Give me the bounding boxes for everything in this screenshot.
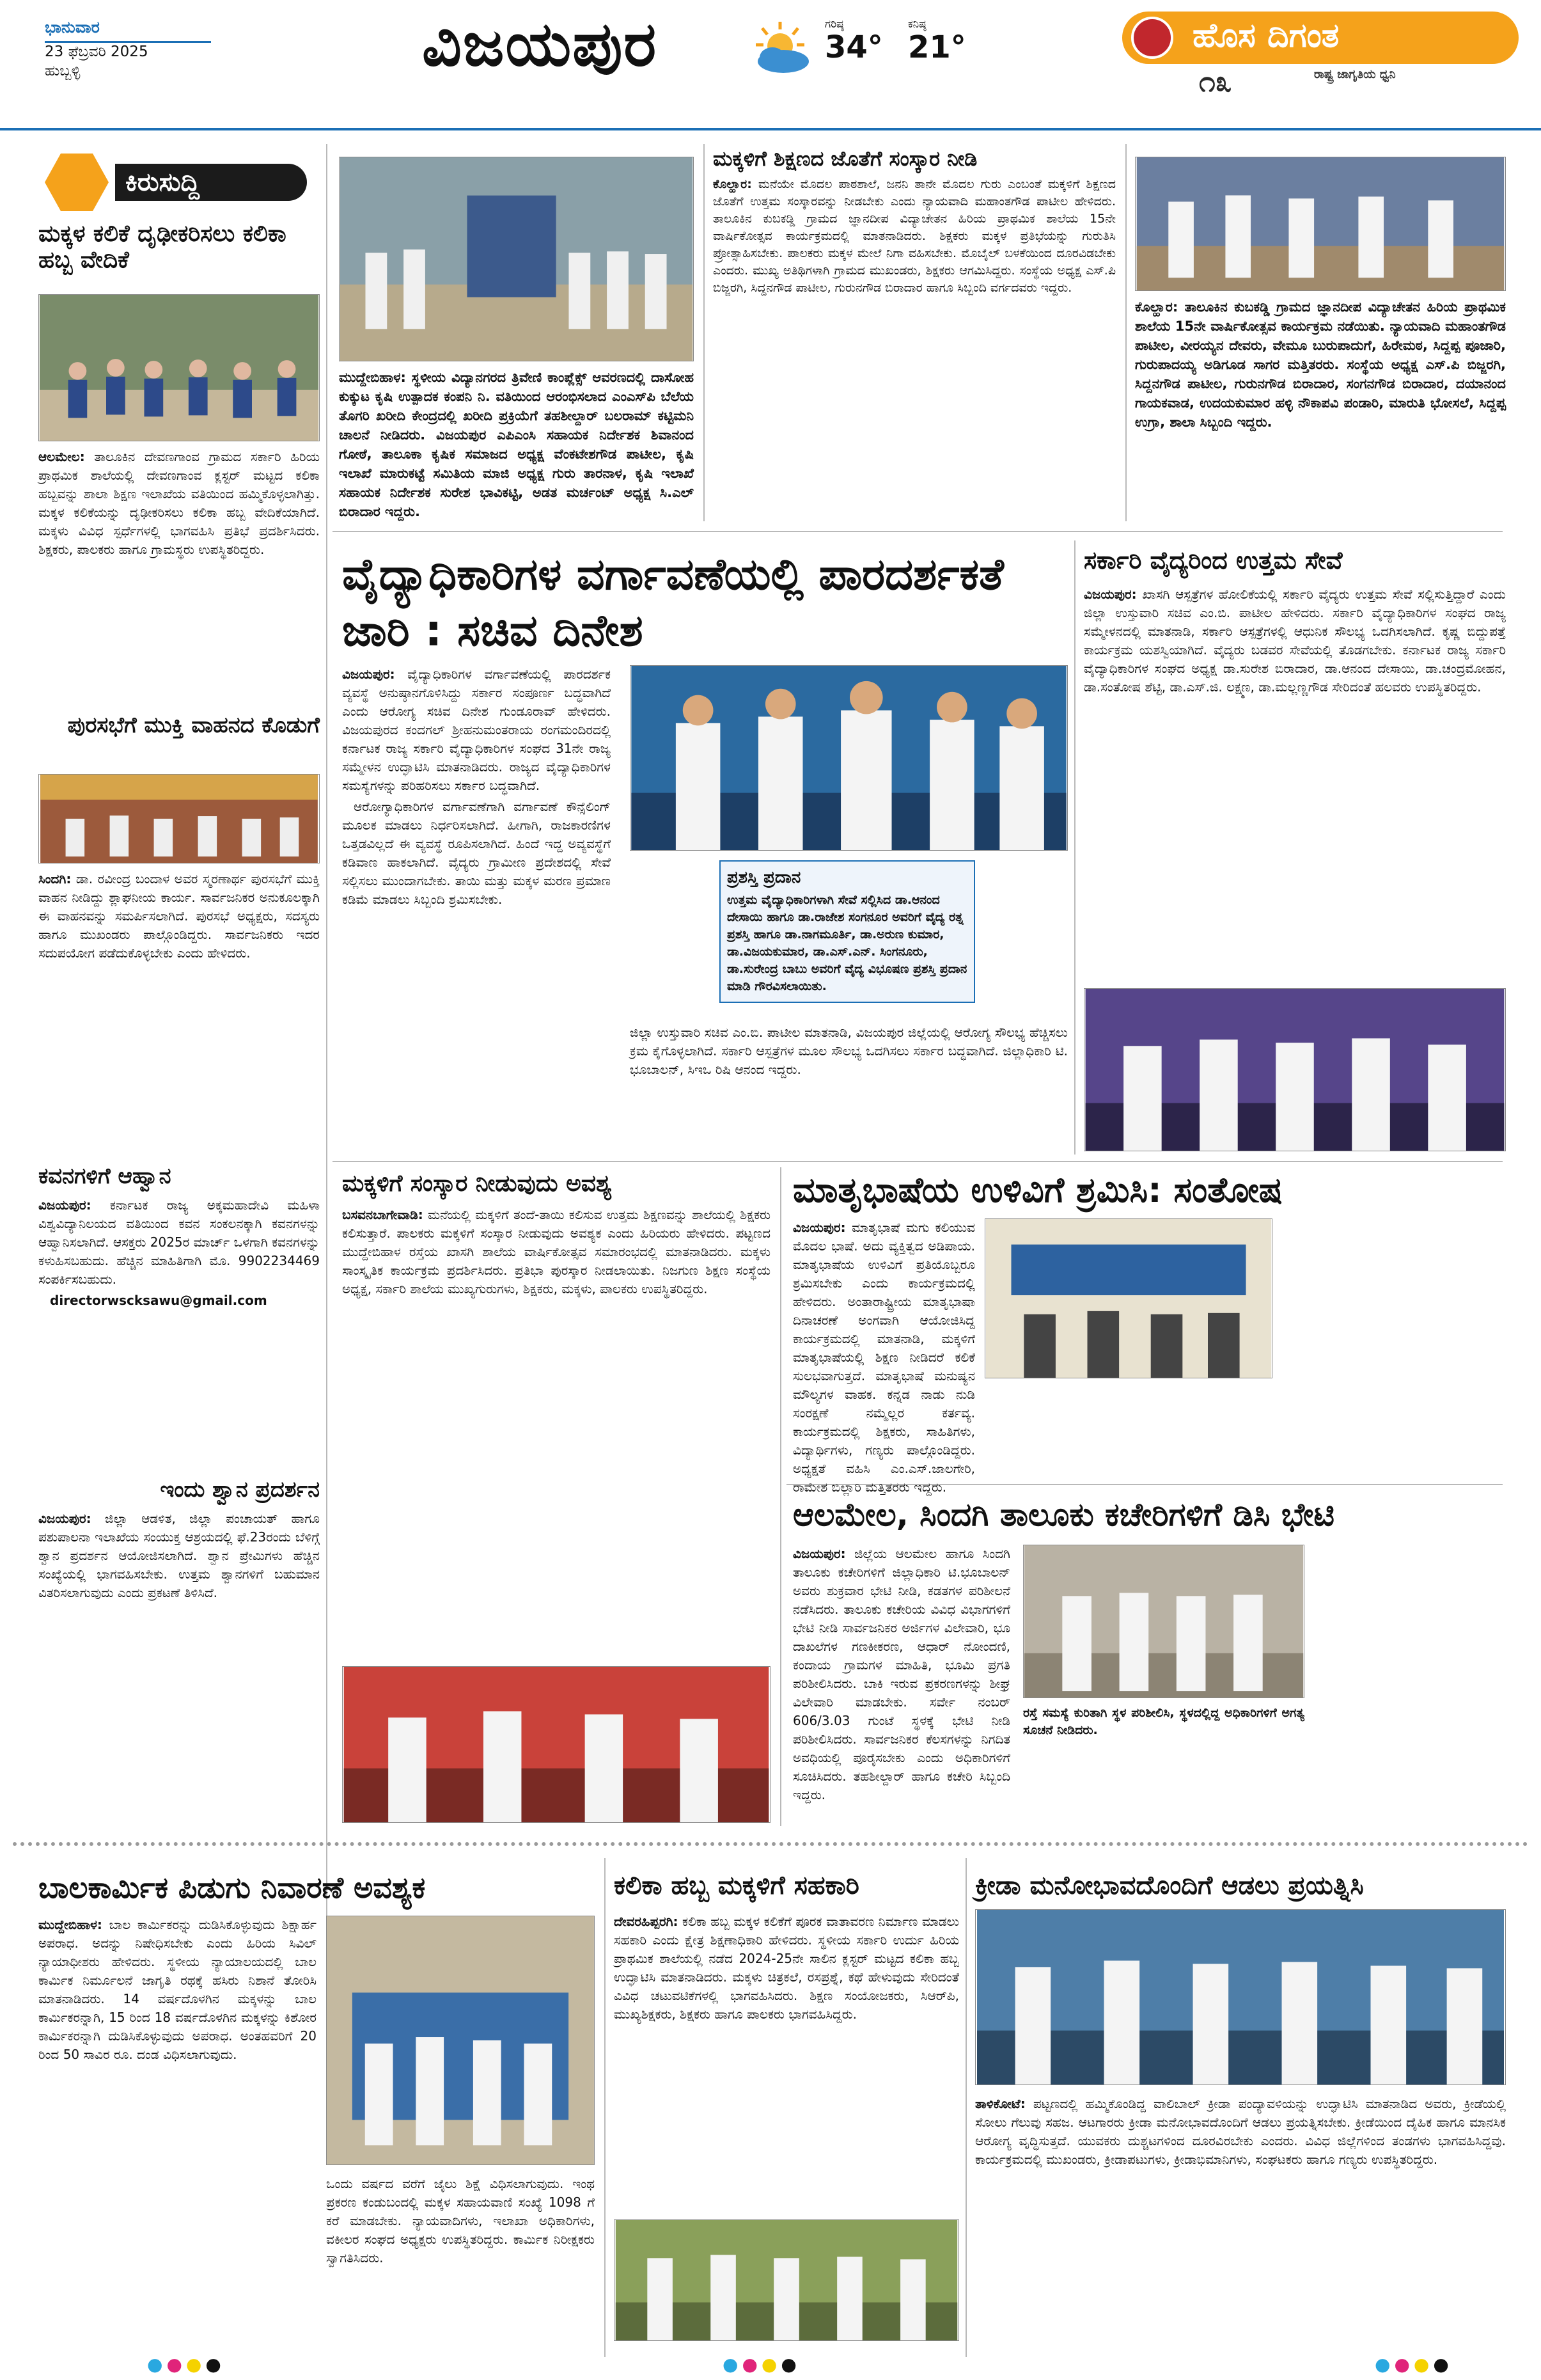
sarkari-vaidya-body: ಖಾಸಗಿ ಆಸ್ಪತ್ರೆಗಳ ಹೋಲಿಕೆಯಲ್ಲಿ ಸರ್ಕಾರಿ ವೈದ್ಯರು ಉತ್ತಮ ಸೇವೆ ಸಲ್ಲಿಸುತ್ತಿದ್ದಾರೆ ಎಂದು ಜಿಲ್ಲಾ ಉಸ್ತುವಾರಿ ಸಚಿವ ಎಂ.ಬಿ. ಪಾಟೀಲ ಹೇಳಿದರು. ಸರ್ಕಾರಿ ವೈದ್ಯಾಧಿಕಾರಿಗಳ ಸಂಘದ ರಾಜ್ಯ ಸಮ್ಮೇಳನದಲ್ಲಿ ಮಾತನಾಡಿ, ಸರ್ಕಾರಿ ಆಸ್ಪತ್ರೆಗಳಲ್ಲಿ ಆಧುನಿಕ ಸೌಲಭ್ಯ ಒದಗಿಸಲಾಗಿದೆ. ಕೃಷ್ಣ ಬಿದ್ದುಪತ್ತೆ ಕಾರ್ಯಕ್ರಮ ಯಶಸ್ವಿಯಾಗಿದೆ. ವೈದ್ಯರು ಬಡವರ ಸೇವೆಯಲ್ಲಿ ತೊಡಗಬೇಕು. ಕರ್ನಾಟಕ ರಾಜ್ಯ ಸರ್ಕಾರಿ ವೈದ್ಯಾಧಿಕಾರಿಗಳ ಸಂಘದ ಅಧ್ಯಕ್ಷ ಡಾ.ಸುರೇಶ ಬಿರಾದಾರ, ಡಾ.ಆನಂದ ದೇಸಾಯಿ, ಡಾ.ಚಂದ್ರಮೋಹನ, ಡಾ.ಸಂತೋಷ ಶೆಟ್ಟಿ, ಡಾ.ಎಸ್.ಜಿ. ಲಕ್ಷ್ಮಣ, ಡಾ.ಮಲ್ಲಣ್ಣಗೌಡ ಸೇರಿದಂತೆ ಹಲವರು ಉಪಸ್ಥಿತರಿದ್ದರು. — [1084, 587, 1506, 695]
edition-city: ವಿಜಯಪುರ — [422, 8, 658, 80]
purasabhe-dateline: ಸಿಂದಗಿ: — [38, 871, 72, 887]
kirusuddi-label: ಕಿರುಸುದ್ದಿ — [115, 164, 307, 201]
award-body: ಉತ್ತಮ ವೈದ್ಯಾಧಿಕಾರಿಗಳಾಗಿ ಸೇವೆ ಸಲ್ಲಿಸಿದ ಡಾ.ಆನಂದ ದೇಸಾಯಿ ಹಾಗೂ ಡಾ.ರಾಜೇಶ ಸಂಗನೂರ ಅವರಿಗೆ ವೈದ್ಯ ರತ್ನ ಪ್ರಶಸ್ತಿ ಹಾಗೂ ಡಾ.ನಾಗಮೂರ್ತಿ, ಡಾ.ಅರುಣ ಕುಮಾರ, ಡಾ.ವಿಜಯಕುಮಾರ, ಡಾ.ಎಸ್.ಎನ್. ಸಿಂಗನೂರು, ಡಾ.ಸುರೇಂದ್ರ ಬಾಬು ಅವರಿಗೆ ವೈದ್ಯ ವಿಭೂಷಣ ಪ್ರಶಸ್ತಿ ಪ್ರದಾನ ಮಾಡಿ ಗೌರವಿಸಲಾಯಿತು. — [727, 893, 967, 993]
matrubhashe-body: ಮಾತೃಭಾಷೆ ಮಗು ಕಲಿಯುವ ಮೊದಲ ಭಾಷೆ. ಅದು ವ್ಯಕ್ತಿತ್ವದ ಅಡಿಪಾಯ. ಮಾತೃಭಾಷೆಯ ಉಳಿವಿಗೆ ಪ್ರತಿಯೊಬ್ಬರೂ ಶ್ರಮಿಸಬೇಕು ಎಂದು ಕಾರ್ಯಕ್ರಮದಲ್ಲಿ ಹೇಳಿದರು. ಅಂತಾರಾಷ್ಟ್ರೀಯ ಮಾತೃಭಾಷಾ ದಿನಾಚರಣೆ ಅಂಗವಾಗಿ ಆಯೋಜಿಸಿದ್ದ ಕಾರ್ಯಕ್ರಮದಲ್ಲಿ ಮಾತನಾಡಿ, ಮಕ್ಕಳಿಗೆ ಮಾತೃಭಾಷೆಯಲ್ಲಿ ಶಿಕ್ಷಣ ನೀಡಿದರೆ ಕಲಿಕೆ ಸುಲಭವಾಗುತ್ತದೆ. ಮಾತೃಭಾಷೆ ಮನುಷ್ಯನ ಮೌಲ್ಯಗಳ ವಾಹಕ. ಕನ್ನಡ ನಾಡು ನುಡಿ ಸಂರಕ್ಷಣೆ ನಮ್ಮೆಲ್ಲರ ಕರ್ತವ್ಯ. ಕಾರ್ಯಕ್ರಮದಲ್ಲಿ ಶಿಕ್ಷಕರು, ಸಾಹಿತಿಗಳು, ವಿದ್ಯಾರ್ಥಿಗಳು, ಗಣ್ಯರು ಪಾಲ್ಗೊಂಡಿದ್ದರು. ಅಧ್ಯಕ್ಷತೆ ವಹಿಸಿ ಎಂ.ಎಸ್.ಜಾಲಗೇರಿ, ರಾಮೇಶ ಬಿಲ್ಲಾರಿ ಮತ್ತಿತರರು ಇದ್ದರು. — [793, 1220, 975, 1495]
dc-visit-body: ಜಿಲ್ಲೆಯ ಆಲಮೇಲ ಹಾಗೂ ಸಿಂದಗಿ ತಾಲೂಕು ಕಚೇರಿಗಳಿಗೆ ಜಿಲ್ಲಾಧಿಕಾರಿ ಟಿ.ಭೂಬಾಲನ್ ಅವರು ಶುಕ್ರವಾರ ಭೇಟಿ ನೀಡಿ, ಕಡತಗಳ ಪರಿಶೀಲನೆ ನಡೆಸಿದರು. ತಾಲೂಕು ಕಚೇರಿಯ ವಿವಿಧ ವಿಭಾಗಗಳಿಗೆ ಭೇಟಿ ನೀಡಿ ಸಾರ್ವಜನಿಕರ ಅರ್ಜಿಗಳ ವಿಲೇವಾರಿ, ಭೂ ದಾಖಲೆಗಳ ಗಣಕೀಕರಣ, ಆಧಾರ್ ನೋಂದಣಿ, ಕಂದಾಯ ಗ್ರಾಮಗಳ ಮಾಹಿತಿ, ಭೂಮಿ ಪ್ರಗತಿ ಪರಿಶೀಲಿಸಿದರು. ಬಾಕಿ ಇರುವ ಪ್ರಕರಣಗಳನ್ನು ಶೀಘ್ರ ವಿಲೇವಾರಿ ಮಾಡಬೇಕು. ಸರ್ವೇ ನಂಬರ್ 606/3.03 ಗುಂಟೆ ಸ್ಥಳಕ್ಕೆ ಭೇಟಿ ನೀಡಿ ಪರಿಶೀಲಿಸಿದರು. ಸಾರ್ವಜನಿಕರ ಕೆಲಸಗಳನ್ನು ನಿಗದಿತ ಅವಧಿಯಲ್ಲಿ ಪೂರೈಸಬೇಕು ಎಂದು ಅಧಿಕಾರಿಗಳಿಗೆ ಸೂಚಿಸಿದರು. ತಹಶೀಲ್ದಾರ್ ಹಾಗೂ ಕಚೇರಿ ಸಿಬ್ಬಂದಿ ಇದ್ದರು. — [793, 1546, 1010, 1802]
samskara2-article — [342, 1206, 770, 1301]
temp-max-label: ಗರಿಷ್ಠ — [825, 18, 844, 31]
matrubhashe-article — [793, 1218, 975, 1499]
purasabhe-headline: ಪುರಸಭೆಗೆ ಮುಕ್ತಿ ವಾಹನದ ಕೊಡುಗೆ — [67, 713, 320, 738]
kalika-habba-headline: ಕಲಿಕಾ ಹಬ್ಬ ಮಕ್ಕಳಿಗೆ ಸಹಕಾರಿ — [614, 1871, 859, 1900]
samskara1-headline: ಮಕ್ಕಳಿಗೆ ಶಿಕ್ಷಣದ ಜೊತೆಗೆ ಸಂಸ್ಕಾರ ನೀಡಿ — [713, 146, 978, 171]
sarkari-vaidya-dateline: ವಿಜಯಪುರ: — [1084, 587, 1137, 602]
indu-shana-headline: ಇಂದು ಶ್ವಾನ ಪ್ರದರ್ಶನ — [160, 1477, 320, 1502]
masthead-divider — [0, 128, 1541, 130]
temp-min: 21° — [908, 29, 966, 65]
samskara2-headline: ಮಕ್ಕಳಿಗೆ ಸಂಸ್ಕಾರ ನೀಡುವುದು ಅವಶ್ಯ — [342, 1170, 612, 1197]
lead-article-col1 — [342, 665, 611, 911]
lead-article-col3 — [630, 1023, 1068, 1082]
volleyball-photo — [975, 1909, 1506, 2085]
masthead-rule — [45, 41, 211, 43]
lead-body-1: ವೈದ್ಯಾಧಿಕಾರಿಗಳ ವರ್ಗಾವಣೆಯಲ್ಲಿ ಪಾರದರ್ಶಕ ವ್ಯವಸ್ಥೆ ಅನುಷ್ಠಾನಗೊಳಿಸಿದ್ದು ಸರ್ಕಾರ ಸಂಪೂರ್ಣ ಬದ್ಧವಾಗಿದೆ ಎಂದು ಆರೋಗ್ಯ ಸಚಿವ ದಿನೇಶ ಗುಂಡೂರಾವ್ ಹೇಳಿದರು. ವಿಜಯಪುರದ ಕಂದಗಲ್ ಶ್ರೀಹನುಮಂತರಾಯ ರಂಗಮಂದಿರದಲ್ಲಿ ಕರ್ನಾಟಕ ರಾಜ್ಯ ಸರ್ಕಾರಿ ವೈದ್ಯಾಧಿಕಾರಿಗಳ ಸಂಘದ 31ನೇ ರಾಜ್ಯ ಸಮ್ಮೇಳನ ಉದ್ಘಾಟಿಸಿ ಮಾತನಾಡಿದರು. ರಾಜ್ಯದ ವೈದ್ಯಾಧಿಕಾರಿಗಳ ಸಮಸ್ಯೆಗಳನ್ನು ಪರಿಹರಿಸಲು ಸರ್ಕಾರ ಬದ್ಧವಾಗಿದೆ. — [342, 666, 611, 793]
masthead-date: 23 ಫೆಬ್ರವರಿ 2025 — [45, 43, 148, 60]
page-number: ೧೩ — [1199, 64, 1232, 99]
samskara2-dateline: ಬಸವನಬಾಗೇವಾಡಿ: — [342, 1207, 423, 1222]
indu-shana-dateline: ವಿಜಯಪುರ: — [38, 1511, 91, 1526]
sarkari-vaidya-article — [1084, 585, 1506, 699]
lead-headline: ವೈದ್ಯಾಧಿಕಾರಿಗಳ ವರ್ಗಾವಣೆಯಲ್ಲಿ ಪಾರದರ್ಶಕತೆ ಜಾರಿ : ಸಚಿವ ದಿನೇಶ — [342, 549, 1004, 656]
kirusuddi-body: ತಾಲೂಕಿನ ದೇವಣಗಾಂವ ಗ್ರಾಮದ ಸರ್ಕಾರಿ ಹಿರಿಯ ಪ್ರಾಥಮಿಕ ಶಾಲೆಯಲ್ಲಿ ದೇವಣಗಾಂವ ಕ್ಲಸ್ಟರ್ ಮಟ್ಟದ ಕಲಿಕಾ ಹಬ್ಬವನ್ನು ಶಾಲಾ ಶಿಕ್ಷಣ ಇಲಾಖೆಯ ವತಿಯಿಂದ ಹಮ್ಮಿಕೊಳ್ಳಲಾಗಿತ್ತು. ಮಕ್ಕಳ ಕಲಿಕೆಯನ್ನು ದೃಢೀಕರಿಸಲು ಕಲಿಕಾ ಹಬ್ಬ ವೇದಿಕೆಯಾಗಿದೆ. ಮಕ್ಕಳು ವಿವಿಧ ಸ್ಪರ್ಧೆಗಳಲ್ಲಿ ಭಾಗವಹಿಸಿ ಪ್ರತಿಭೆ ಪ್ರದರ್ಶಿಸಿದರು. ಶಿಕ್ಷಕರು, ಪಾಲಕರು ಹಾಗೂ ಗ್ರಾಮಸ್ಥರು ಉಪಸ್ಥಿತರಿದ್ದರು. — [38, 449, 320, 557]
sarkari-vaidya-headline: ಸರ್ಕಾರಿ ವೈದ್ಯರಿಂದ ಉತ್ತಮ ಸೇವೆ — [1084, 546, 1343, 574]
kirusuddi-badge — [45, 154, 313, 211]
lead-dateline: ವಿಜಯಪುರ: — [342, 666, 395, 682]
samskara1-dateline: ಕೊಲ್ಹಾರ: — [713, 177, 752, 191]
samskara1-body: ಮನೆಯೇ ಮೊದಲ ಪಾಠಶಾಲೆ, ಜನನಿ ತಾನೇ ಮೊದಲ ಗುರು ಎಂಬಂತೆ ಮಕ್ಕಳಿಗೆ ಶಿಕ್ಷಣದ ಜೊತೆಗೆ ಉತ್ತಮ ಸಂಸ್ಕಾರವನ್ನು ನೀಡಬೇಕು ಎಂದು ನ್ಯಾಯವಾದಿ ಮಹಾಂತಗೌಡ ಪಾಟೀಲ ಹೇಳಿದರು. ತಾಲೂಕಿನ ಕುಬಕಡ್ಡಿ ಗ್ರಾಮದ ಜ್ಞಾನದೀಪ ವಿದ್ಯಾಚೇತನ ಹಿರಿಯ ಪ್ರಾಥಮಿಕ ಶಾಲೆಯ 15ನೇ ವಾರ್ಷಿಕೋತ್ಸವ ಕಾರ್ಯಕ್ರಮದಲ್ಲಿ ಮಾತನಾಡಿದರು. ಶಿಕ್ಷಕರು ಮಕ್ಕಳ ಪ್ರತಿಭೆಯನ್ನು ಗುರುತಿಸಿ ಪ್ರೋತ್ಸಾಹಿಸಬೇಕು. ಪಾಲಕರು ಮಕ್ಕಳ ಮೇಲೆ ನಿಗಾ ವಹಿಸಬೇಕು. ಮೊಬೈಲ್ ಬಳಕೆಯಿಂದ ದೂರವಿಡಬೇಕು ಎಂದರು. ಮುಖ್ಯ ಅತಿಥಿಗಳಾಗಿ ಗ್ರಾಮದ ಮುಖಂಡರು, ಶಿಕ್ಷಕರು ಆಗಮಿಸಿದ್ದರು. ಸಂಸ್ಥೆಯ ಅಧ್ಯಕ್ಷ ಎಸ್.ಪಿ ಬಿಜ್ಜರಗಿ, ಸಿದ್ದನಗೌಡ ಪಾಟೀಲ, ಗುರುನಗೌಡ ಬಿರಾದಾರ ಹಾಗೂ ಸಿಬ್ಬಂದಿ ವರ್ಗದವರು ಇದ್ದರು. — [713, 177, 1116, 295]
brand-logo-icon — [1131, 17, 1173, 59]
togari-kharidi-photo — [339, 157, 694, 361]
sammelana-photo — [1084, 988, 1506, 1151]
kalika-habba-event-photo — [614, 2219, 959, 2341]
registration-marks-right: ●●●● — [1375, 2354, 1453, 2375]
hand-icon — [45, 154, 109, 211]
kavanagalige-headline: ಕವನಗಳಿಗೆ ಆಹ್ವಾನ — [38, 1163, 171, 1189]
balakarmika-article-col1 — [38, 1916, 317, 2067]
balakarmika-headline: ಬಾಲಕಾರ್ಮಿಕ ಪಿಡುಗು ನಿವಾರಣೆ ಅವಶ್ಯಕ — [38, 1870, 426, 1905]
matrubhashe-dateline: ವಿಜಯಪುರ: — [793, 1220, 846, 1235]
masthead-place: ಹುಬ್ಬಳ್ಳಿ — [45, 63, 81, 79]
registration-marks: ●●●● — [147, 2354, 225, 2375]
samskara2-body: ಮನೆಯಲ್ಲಿ ಮಕ್ಕಳಿಗೆ ತಂದೆ-ತಾಯಿ ಕಲಿಸುವ ಉತ್ತಮ ಶಿಕ್ಷಣವನ್ನು ಶಾಲೆಯಲ್ಲಿ ಶಿಕ್ಷಕರು ಕಲಿಸುತ್ತಾರೆ. ಪಾಲಕರು ಮಕ್ಕಳಿಗೆ ಸಂಸ್ಕಾರ ನೀಡುವುದು ಅವಶ್ಯಕ ಎಂದು ಹಿರಿಯರು ಹೇಳಿದರು. ಪಟ್ಟಣದ ಮುದ್ದೇಬಿಹಾಳ ರಸ್ತೆಯ ಖಾಸಗಿ ಶಾಲೆಯ ವಾರ್ಷಿಕೋತ್ಸವ ಸಮಾರಂಭದಲ್ಲಿ ಮಾತನಾಡಿದರು. ಮಕ್ಕಳು ಸಾಂಸ್ಕೃತಿಕ ಕಾರ್ಯಕ್ರಮ ಪ್ರದರ್ಶಿಸಿದರು. ಪ್ರತಿಭಾ ಪುರಸ್ಕಾರ ನೀಡಲಾಯಿತು. ನಿಜಗುಣ ಶಿಕ್ಷಣ ಸಂಸ್ಥೆಯ ಅಧ್ಯಕ್ಷ, ಸರ್ಕಾರಿ ಶಾಲೆಯ ಮುಖ್ಯಗುರುಗಳು, ಶಿಕ್ಷಕರು, ಮಕ್ಕಳು, ಪಾಲಕರು ಉಪಸ್ಥಿತರಿದ್ದರು. — [342, 1207, 771, 1296]
mukti-vahana-photo — [38, 774, 320, 863]
balakarmika-article-col2 — [326, 2175, 595, 2270]
award-box — [719, 860, 975, 1003]
sachiva-release-photo — [630, 665, 1068, 851]
lead-body-3: ಜಿಲ್ಲಾ ಉಸ್ತುವಾರಿ ಸಚಿವ ಎಂ.ಬಿ. ಪಾಟೀಲ ಮಾತನಾಡಿ, ವಿಜಯಪುರ ಜಿಲ್ಲೆಯಲ್ಲಿ ಆರೋಗ್ಯ ಸೌಲಭ್ಯ ಹೆಚ್ಚಿಸಲು ಕ್ರಮ ಕೈಗೊಳ್ಳಲಾಗಿದೆ. ಸರ್ಕಾರಿ ಆಸ್ಪತ್ರೆಗಳ ಮೂಲ ಸೌಲಭ್ಯ ಒದಗಿಸಲು ಸರ್ಕಾರ ಬದ್ಧವಾಗಿದೆ. ಜಿಲ್ಲಾಧಿಕಾರಿ ಟಿ. ಭೂಬಾಲನ್, ಸಿಇಒ ರಿಷಿ ಆನಂದ ಇದ್ದರು. — [630, 1025, 1068, 1077]
muddebihal-caption: ಮುದ್ದೇಬಿಹಾಳ: ಸ್ಥಳೀಯ ವಿದ್ಯಾನಗರದ ತ್ರಿವೇಣಿ ಕಾಂಪ್ಲೆಕ್ಸ್ ಆವರಣದಲ್ಲಿ ದಾಸೋಹ ಕುಕ್ಕುಟ ಕೃಷಿ ಉತ್ಪಾದಕ ಕಂಪನಿ ನಿ. ವತಿಯಿಂದ ಆರಂಭಿಸಲಾದ ಎಂಎಸ್‌ಪಿ ಬೆಲೆಯ ತೊಗರಿ ಖರೀದಿ ಕೇಂದ್ರದಲ್ಲಿ ಖರೀದಿ ಪ್ರಕ್ರಿಯೆಗೆ ತಹಶೀಲ್ದಾರ್ ಬಲರಾಮ್ ಕಟ್ಟಿಮನಿ ಚಾಲನೆ ನೀಡಿದರು. ವಿಜಯಪುರ ಎಪಿಎಂಸಿ ಸಹಾಯಕ ನಿರ್ದೇಶಕ ಶಿವಾನಂದ ಗೋಠೆ, ತಾಲೂಕಾ ಕೃಷಿಕ ಸಮಾಜದ ಅಧ್ಯಕ್ಷ ವೆಂಕಟೇಶಗೌಡ ಪಾಟೀಲ, ಕೃಷಿ ಇಲಾಖೆ ಮಾರುಕಟ್ಟೆ ಸಮಿತಿಯ ಮಾಜಿ ಅಧ್ಯಕ್ಷ ಗುರು ತಾರನಾಳ, ಕೃಷಿ ಇಲಾಖೆ ಸಹಾಯಕ ನಿರ್ದೇಶಕ ಸುರೇಶ ಭಾವಿಕಟ್ಟಿ, ಅಡತ ಮರ್ಚಂಟ್ ಅಧ್ಯಕ್ಷ ಸಿ.ಎಲ್ ಬಿರಾದಾರ ಇದ್ದರು. — [339, 370, 694, 519]
indu-shana-article — [38, 1509, 320, 1605]
balakarmika-body-2: ಒಂದು ವರ್ಷದ ವರೆಗೆ ಜೈಲು ಶಿಕ್ಷೆ ವಿಧಿಸಲಾಗುವುದು. ಇಂಥ ಪ್ರಕರಣ ಕಂಡುಬಂದಲ್ಲಿ ಮಕ್ಕಳ ಸಹಾಯವಾಣಿ ಸಂಖ್ಯೆ 1098 ಗೆ ಕರೆ ಮಾಡಬೇಕು. ನ್ಯಾಯವಾದಿಗಳು, ಇಲಾಖಾ ಅಧಿಕಾರಿಗಳು, ವಕೀಲರ ಸಂಘದ ಅಧ್ಯಕ್ಷರು ಉಪಸ್ಥಿತರಿದ್ದರು. ಕಾರ್ಮಿಕ ನಿರೀಕ್ಷಕರು ಸ್ವಾಗತಿಸಿದರು. — [326, 2176, 595, 2266]
indu-shana-body: ಜಿಲ್ಲಾ ಆಡಳಿತ, ಜಿಲ್ಲಾ ಪಂಚಾಯತ್ ಹಾಗೂ ಪಶುಪಾಲನಾ ಇಲಾಖೆಯ ಸಂಯುಕ್ತ ಆಶ್ರಯದಲ್ಲಿ ಫೆ.23ರಂದು ಬೆಳಿಗ್ಗೆ ಶ್ವಾನ ಪ್ರದರ್ಶನ ಆಯೋಜಿಸಲಾಗಿದೆ. ಶ್ವಾನ ಪ್ರೇಮಿಗಳು ಹೆಚ್ಚಿನ ಸಂಖ್ಯೆಯಲ್ಲಿ ಭಾಗವಹಿಸಬೇಕು. ಉತ್ತಮ ಶ್ವಾನಗಳಿಗೆ ಬಹುಮಾನ ವಿತರಿಸಲಾಗುವುದು ಎಂದು ಪ್ರಕಟಣೆ ತಿಳಿಸಿದೆ. — [38, 1511, 320, 1600]
temp-min-label: ಕನಿಷ್ಠ — [908, 18, 927, 31]
brand-tagline: ರಾಷ್ಟ್ರ ಜಾಗೃತಿಯ ಧ್ವನಿ — [1314, 68, 1396, 81]
dc-visit-article — [793, 1545, 1010, 1807]
dc-visit-photo-caption: ರಸ್ತೆ ಸಮಸ್ಯೆ ಕುರಿತಾಗಿ ಸ್ಥಳ ಪರಿಶೀಲಿಸಿ, ಸ್ಥಳದಲ್ಲಿದ್ದ ಅಧಿಕಾರಿಗಳಿಗೆ ಅಗತ್ಯ ಸೂಚನೆ ನೀಡಿದರು. — [1023, 1706, 1304, 1737]
kirusuddi-dateline: ಆಲಮೇಲ: — [38, 449, 85, 464]
kreeda-article — [975, 2095, 1506, 2171]
kolhar-caption: ಕೊಲ್ಹಾರ: ತಾಲೂಕಿನ ಕುಬಕಡ್ಡಿ ಗ್ರಾಮದ ಜ್ಞಾನದೀಪ ವಿದ್ಯಾಚೇತನ ಹಿರಿಯ ಪ್ರಾಥಮಿಕ ಶಾಲೆಯ 15ನೇ ವಾರ್ಷಿಕೋತ್ಸವ ಕಾರ್ಯಕ್ರಮ ನಡೆಯಿತು. ನ್ಯಾಯವಾದಿ ಮಹಾಂತಗೌಡ ಪಾಟೀಲ, ವೀರಯ್ಯನ ದೇವರು, ವೇಮೂ ಬುರುಪಾದುಗೆ, ಹಿರೇಮಠ, ಸಿದ್ದಪ್ಪ ಪೂಜಾರಿ, ಗುರುಪಾದಯ್ಯ ಅಡಿಗೂಡ ಸಾಗರ ಮತ್ತಿತರರು. ಸಂಸ್ಥೆಯ ಅಧ್ಯಕ್ಷ ಎಸ್.ಪಿ ಬಿಜ್ಜರಗಿ, ಸಿದ್ದನಗೌಡ ಪಾಟೀಲ, ಗುರುನಗೌಡ ಬಿರಾದಾರ, ಸಂಗನಗೌಡ ಬಿರಾದಾರ, ದಯಾನಂದ ಗಾಯಕವಾಡ, ಉದಯಕುಮಾರ ಹಳ್ಳಿ ನೌಕಾಪವಿ ಪಂಡಾರಿ, ಮಾರುತಿ ಭೋಸಲೆ, ಸಿದ್ದಪ್ಪ ಉಗ್ರಾ, ಶಾಲಾ ಸಿಬ್ಬಂದಿ ಇದ್ದರು. — [1135, 299, 1506, 430]
dc-visit-photo — [1023, 1545, 1304, 1698]
kalika-habba-body: ಕಲಿಕಾ ಹಬ್ಬ ಮಕ್ಕಳ ಕಲಿಕೆಗೆ ಪೂರಕ ವಾತಾವರಣ ನಿರ್ಮಾಣ ಮಾಡಲು ಸಹಕಾರಿ ಎಂದು ಕ್ಷೇತ್ರ ಶಿಕ್ಷಣಾಧಿಕಾರಿ ಹೇಳಿದರು. ಸ್ಥಳೀಯ ಸರ್ಕಾರಿ ಉರ್ದು ಹಿರಿಯ ಪ್ರಾಥಮಿಕ ಶಾಲೆಯಲ್ಲಿ ನಡೆದ 2024-25ನೇ ಸಾಲಿನ ಕ್ಲಸ್ಟರ್ ಮಟ್ಟದ ಕಲಿಕಾ ಹಬ್ಬ ಉದ್ಘಾಟಿಸಿ ಮಾತನಾಡಿದರು. ಮಕ್ಕಳು ಚಿತ್ರಕಲೆ, ರಸಪ್ರಶ್ನೆ, ಕಥೆ ಹೇಳುವುದು ಸೇರಿದಂತೆ ವಿವಿಧ ಚಟುವಟಿಕೆಗಳಲ್ಲಿ ಭಾಗವಹಿಸಿದರು. ಶಿಕ್ಷಣ ಸಂಯೋಜಕರು, ಸಿಆರ್‌ಪಿ, ಮುಖ್ಯಶಿಕ್ಷಕರು, ಶಿಕ್ಷಕರು ಹಾಗೂ ಪಾಲಕರು ಭಾಗವಹಿಸಿದ್ದರು. — [614, 1914, 959, 2022]
kalika-habba-photo — [38, 294, 320, 441]
kalika-habba-dateline: ದೇವರಹಿಪ್ಪರಗಿ: — [614, 1914, 678, 1929]
award-title: ಪ್ರಶಸ್ತಿ ಪ್ರದಾನ — [727, 868, 801, 887]
jagruti-ratha-photo — [326, 1916, 595, 2165]
newspaper-brand — [1122, 12, 1519, 114]
balakarmika-body-1: ಬಾಲ ಕಾರ್ಮಿಕರನ್ನು ದುಡಿಸಿಕೊಳ್ಳುವುದು ಶಿಕ್ಷಾರ್ಹ ಅಪರಾಧ. ಅದನ್ನು ನಿಷೇಧಿಸಬೇಕು ಎಂದು ಹಿರಿಯ ಸಿವಿಲ್ ನ್ಯಾಯಾಧೀಶರು ಹೇಳಿದರು. ಸ್ಥಳೀಯ ನ್ಯಾಯಾಲಯದಲ್ಲಿ ಬಾಲ ಕಾರ್ಮಿಕ ನಿರ್ಮೂಲನೆ ಜಾಗೃತಿ ರಥಕ್ಕೆ ಹಸಿರು ನಿಶಾನೆ ತೋರಿಸಿ ಮಾತನಾಡಿದರು. 14 ವರ್ಷದೊಳಗಿನ ಮಕ್ಕಳನ್ನು ಬಾಲ ಕಾರ್ಮಿಕರನ್ನಾಗಿ, 15 ರಿಂದ 18 ವರ್ಷದೊಳಗಿನ ಮಕ್ಕಳನ್ನು ಕಿಶೋರ ಕಾರ್ಮಿಕರನ್ನಾಗಿ ದುಡಿಸಿಕೊಳ್ಳುವುದು ಅಪರಾಧ. ಅಂತಹವರಿಗೆ 20 ರಿಂದ 50 ಸಾವಿರ ರೂ. ದಂಡ ವಿಧಿಸಲಾಗುವುದು. — [38, 1917, 317, 2062]
samskara1-article — [713, 176, 1116, 299]
kavanagalige-email: directorwscksawu@gmail.com — [50, 1293, 267, 1308]
brand-name: ಹೊಸ ದಿಗಂತ — [1193, 17, 1340, 55]
matrubhashe-headline: ಮಾತೃಭಾಷೆಯ ಉಳಿವಿಗೆ ಶ್ರಮಿಸಿ: ಸಂತೋಷ — [793, 1170, 1283, 1210]
masthead-day: ಭಾನುವಾರ — [45, 18, 100, 36]
kirusuddi-article — [38, 448, 320, 562]
dc-visit-dateline: ವಿಜಯಪುರ: — [793, 1546, 846, 1561]
balakarmika-dateline: ಮುದ್ದೇಬಿಹಾಳ: — [38, 1917, 102, 1932]
sun-cloud-icon — [748, 19, 818, 77]
kirusuddi-headline: ಮಕ್ಕಳ ಕಲಿಕೆ ದೃಢೀಕರಿಸಲು ಕಲಿಕಾ ಹಬ್ಬ ವೇದಿಕೆ — [38, 221, 286, 274]
kavanagalige-dateline: ವಿಜಯಪುರ: — [38, 1197, 91, 1213]
dc-visit-headline: ಆಲಮೇಲ, ಸಿಂದಗಿ ತಾಲೂಕು ಕಚೇರಿಗಳಿಗೆ ಡಿಸಿ ಭೇಟಿ — [793, 1496, 1335, 1533]
registration-marks-center: ●●●● — [723, 2354, 801, 2375]
temp-max: 34° — [825, 29, 883, 65]
shala-varshikotsava-photo — [342, 1666, 770, 1823]
kavanagalige-article — [38, 1196, 320, 1312]
kreeda-dateline: ತಾಳಿಕೋಟೆ: — [975, 2096, 1026, 2111]
purasabhe-body: ಡಾ. ರವೀಂದ್ರ ಬಂದಾಳ ಅವರ ಸ್ಮರಣಾರ್ಥ ಪುರಸಭೆಗೆ ಮುಕ್ತಿ ವಾಹನ ನೀಡಿದ್ದು ಶ್ಲಾಘನೀಯ ಕಾರ್ಯ. ಸಾರ್ವಜನಿಕರ ಅನುಕೂಲಕ್ಕಾಗಿ ಈ ವಾಹನವನ್ನು ಸಮರ್ಪಿಸಲಾಗಿದೆ. ಪುರಸಭೆ ಅಧ್ಯಕ್ಷರು, ಸದಸ್ಯರು ಹಾಗೂ ಮುಖಂಡರು ಪಾಲ್ಗೊಂಡಿದ್ದರು. ಸಾರ್ವಜನಿಕರು ಇದರ ಸದುಪಯೋಗ ಪಡೆದುಕೊಳ್ಳಬೇಕು ಎಂದು ಹೇಳಿದರು. — [38, 871, 320, 961]
kreeda-headline: ಕ್ರೀಡಾ ಮನೋಭಾವದೊಂದಿಗೆ ಆಡಲು ಪ್ರಯತ್ನಿಸಿ — [975, 1871, 1364, 1900]
kreeda-body: ಪಟ್ಟಣದಲ್ಲಿ ಹಮ್ಮಿಕೊಂಡಿದ್ದ ವಾಲಿಬಾಲ್ ಕ್ರೀಡಾ ಪಂದ್ಯಾವಳಿಯನ್ನು ಉದ್ಘಾಟಿಸಿ ಮಾತನಾಡಿದ ಅವರು, ಕ್ರೀಡೆಯಲ್ಲಿ ಸೋಲು ಗೆಲುವು ಸಹಜ. ಆಟಗಾರರು ಕ್ರೀಡಾ ಮನೋಭಾವದೊಂದಿಗೆ ಆಡಲು ಪ್ರಯತ್ನಿಸಬೇಕು. ಕ್ರೀಡೆಯಿಂದ ದೈಹಿಕ ಹಾಗೂ ಮಾನಸಿಕ ಆರೋಗ್ಯ ವೃದ್ಧಿಸುತ್ತದೆ. ಯುವಕರು ದುಶ್ಚಟಗಳಿಂದ ದೂರವಿರಬೇಕು ಎಂದರು. ವಿವಿಧ ಜಿಲ್ಲೆಗಳಿಂದ ತಂಡಗಳು ಭಾಗವಹಿಸಿದ್ದವು. ಕಾರ್ಯಕ್ರಮದಲ್ಲಿ ಮುಖಂಡರು, ಕ್ರೀಡಾಪಟುಗಳು, ಕ್ರೀಡಾಭಿಮಾನಿಗಳು, ಸಂಘಟಕರು ಹಾಗೂ ಗಣ್ಯರು ಉಪಸ್ಥಿತರಿದ್ದರು. — [975, 2096, 1506, 2167]
masthead-dateblock — [45, 18, 301, 81]
kalika-habba-article — [614, 1912, 959, 2026]
varshikotsava-photo — [1135, 157, 1506, 291]
purasabhe-article — [38, 870, 320, 965]
lead-body-2: ಆರೋಗ್ಯಾಧಿಕಾರಿಗಳ ವರ್ಗಾವಣೆಗಾಗಿ ವರ್ಗಾವಣೆ ಕೌನ್ಸೆಲಿಂಗ್ ಮೂಲಕ ಮಾಡಲು ನಿರ್ಧರಿಸಲಾಗಿದೆ. ಹೀಗಾಗಿ, ರಾಜಕಾರಣಿಗಳ ಒತ್ತಡವಿಲ್ಲದೆ ಈ ವ್ಯವಸ್ಥೆ ರೂಪಿಸಲಾಗಿದೆ. ಹಿಂದೆ ಇದ್ದ ಅವ್ಯವಸ್ಥೆಗೆ ಕಡಿವಾಣ ಹಾಕಲಾಗಿದೆ. ವೈದ್ಯರು ಗ್ರಾಮೀಣ ಪ್ರದೇಶದಲ್ಲಿ ಸೇವೆ ಸಲ್ಲಿಸಲು ಮುಂದಾಗಬೇಕು. ತಾಯಿ ಮತ್ತು ಮಕ್ಕಳ ಮರಣ ಪ್ರಮಾಣ ಕಡಿಮೆ ಮಾಡಲು ಸಿಬ್ಬಂದಿ ಶ್ರಮಿಸಬೇಕು. — [342, 799, 611, 907]
kavanagalige-body: ಕರ್ನಾಟಕ ರಾಜ್ಯ ಅಕ್ಕಮಹಾದೇವಿ ಮಹಿಳಾ ವಿಶ್ವವಿದ್ಯಾನಿಲಯದ ವತಿಯಿಂದ ಕವನ ಸಂಕಲನಕ್ಕಾಗಿ ಕವನಗಳನ್ನು ಆಹ್ವಾನಿಸಲಾಗಿದೆ. ಆಸಕ್ತರು 2025ರ ಮಾರ್ಚ್ ಒಳಗಾಗಿ ಕವನಗಳನ್ನು ಕಳುಹಿಸಬಹುದು. ಹೆಚ್ಚಿನ ಮಾಹಿತಿಗಾಗಿ ಮೊ. 9902234469 ಸಂಪರ್ಕಿಸಬಹುದು. — [38, 1197, 320, 1287]
matrubhashe-photo — [985, 1218, 1272, 1378]
